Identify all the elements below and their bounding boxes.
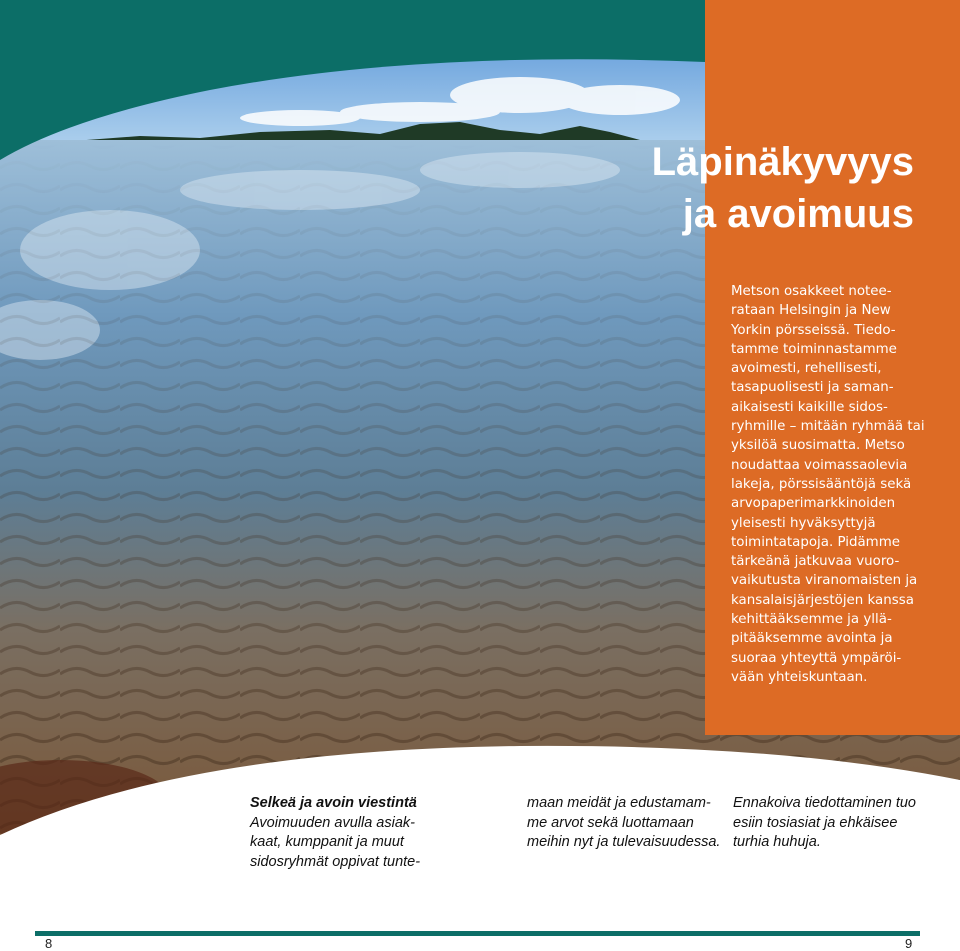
column-3 (733, 794, 916, 853)
intro-line: aikaisesti kaikille sidos- (731, 399, 888, 415)
column-line: me arvot sekä luottamaan (527, 814, 694, 831)
intro-line: vaikutusta viranomaisten ja (731, 573, 918, 589)
intro-line: arvopaperimarkkinoiden (731, 496, 896, 512)
intro-line: pitääksemme avointa ja (731, 631, 893, 647)
intro-line: yksilöä suosimatta. Metso (731, 438, 905, 454)
page-number-right: 9 (905, 936, 913, 951)
column-line: esiin tosiasiat ja ehkäisee (733, 814, 898, 831)
intro-line: vään yhteiskuntaan. (731, 669, 868, 685)
column-line: Ennakoiva tiedottaminen tuo (733, 795, 916, 811)
intro-line: rataan Helsingin ja New (731, 303, 891, 319)
column-line: kaat, kumppanit ja muut (250, 834, 404, 850)
column-line: sidosryhmät oppivat tunte- (250, 853, 421, 870)
column-heading: Selkeä ja avoin viestintä (250, 795, 417, 811)
column-line: turhia huhuja. (733, 834, 821, 850)
column-1 (250, 794, 420, 872)
teal-header-band (0, 0, 705, 180)
column-line: maan meidät ja edustamam- (527, 795, 711, 811)
footer-divider (35, 931, 920, 936)
page-number-left: 8 (45, 936, 53, 951)
intro-line: suoraa yhteyttä ympäröi- (731, 650, 902, 666)
intro-line: kehittääksemme ja yllä- (731, 612, 892, 628)
intro-line: yleisesti hyväksyttyjä (731, 515, 876, 531)
intro-line: Metson osakkeet notee- (731, 284, 892, 299)
intro-line: kansalaisjärjestöjen kanssa (731, 592, 914, 608)
intro-line: toimintatapoja. Pidämme (731, 534, 900, 550)
column-line: meihin nyt ja tulevaisuudessa. (527, 834, 721, 850)
column-2 (527, 794, 720, 853)
page-title (652, 136, 914, 240)
intro-line: tärkeänä jatkuvaa vuoro- (731, 554, 900, 570)
intro-line: tamme toiminnastamme (731, 341, 897, 357)
title-line-1: Läpinäkyvyys (651, 140, 914, 184)
intro-line: Yorkin pörsseissä. Tiedo- (731, 322, 896, 338)
intro-line: avoimesti, rehellisesti, (731, 361, 882, 377)
intro-line: tasapuolisesti ja saman- (731, 380, 894, 396)
intro-paragraph (731, 282, 931, 687)
intro-line: lakeja, pörssisääntöjä sekä (731, 476, 912, 492)
intro-line: noudattaa voimassaolevia (731, 457, 908, 473)
column-line: Avoimuuden avulla asiak- (250, 814, 415, 831)
title-line-2: ja avoimuus (682, 192, 914, 236)
intro-line: ryhmille – mitään ryhmää tai (731, 419, 925, 435)
